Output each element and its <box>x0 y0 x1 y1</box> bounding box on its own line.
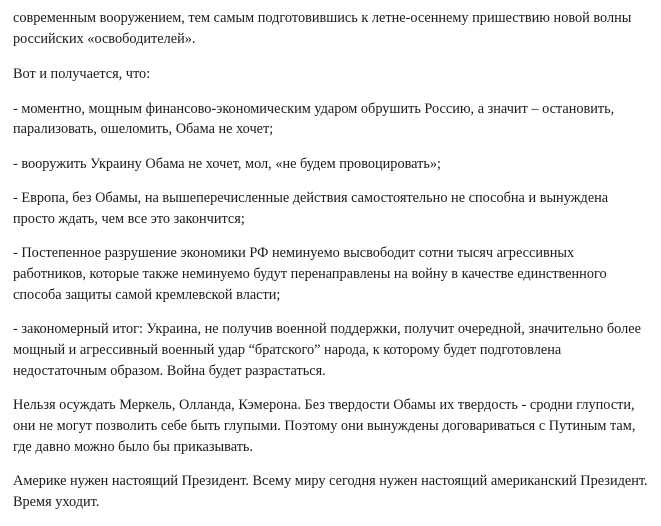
paragraph-conclusion: Америке нужен настоящий Президент. Всему миру сегодня нужен настоящий американский Президент. Время уходит. <box>13 473 648 511</box>
paragraph-bullet-outcome: - закономерный итог: Украина, не получив военной поддержки, получит очередной, значительно более мощный и агрессивный военный удар “братского” народа, к которому будет подготовлена недостаточным образом. Война будет разрастаться. <box>13 321 641 379</box>
document-body <box>13 8 649 526</box>
paragraph-so-it-turns-out: Вот и получается, что: <box>13 66 151 83</box>
paragraph-intro-continuation: современным вооружением, тем самым подготовившись к летне-осеннему пришествию новой волны российских «освободителей». <box>13 10 632 47</box>
paragraph-bullet-no-arms: - вооружить Украину Обама не хочет, мол, «не будем провоцировать»; <box>13 155 442 172</box>
paragraph-european-leaders: Нельзя осуждать Меркель, Олланда, Кэмерона. Без твердости Обамы их твердость - сродни глупости, они не могут позволить себе быть глупыми. Поэтому они вынуждены договариваться с Путиным там, где давно можно было бы приказывать. <box>13 397 636 455</box>
paragraph-bullet-obama-no-strike: - моментно, мощным финансово-экономическим ударом обрушить Россию, а значит – остановить, парализовать, ошеломить, Обама не хочет; <box>13 100 615 138</box>
paragraph-bullet-europe: - Европа, без Обамы, на вышеперечисленные действия самостоятельно не способна и вынуждена просто ждать, чем все это закончится; <box>13 190 609 227</box>
paragraph-bullet-economy: - Постепенное разрушение экономики РФ неминуемо высвободит сотни тысяч агрессивных работников, которые также неминуемо будут перенаправлены на войну в качестве единственного способа защиты самой кремлевской власти; <box>13 245 607 303</box>
